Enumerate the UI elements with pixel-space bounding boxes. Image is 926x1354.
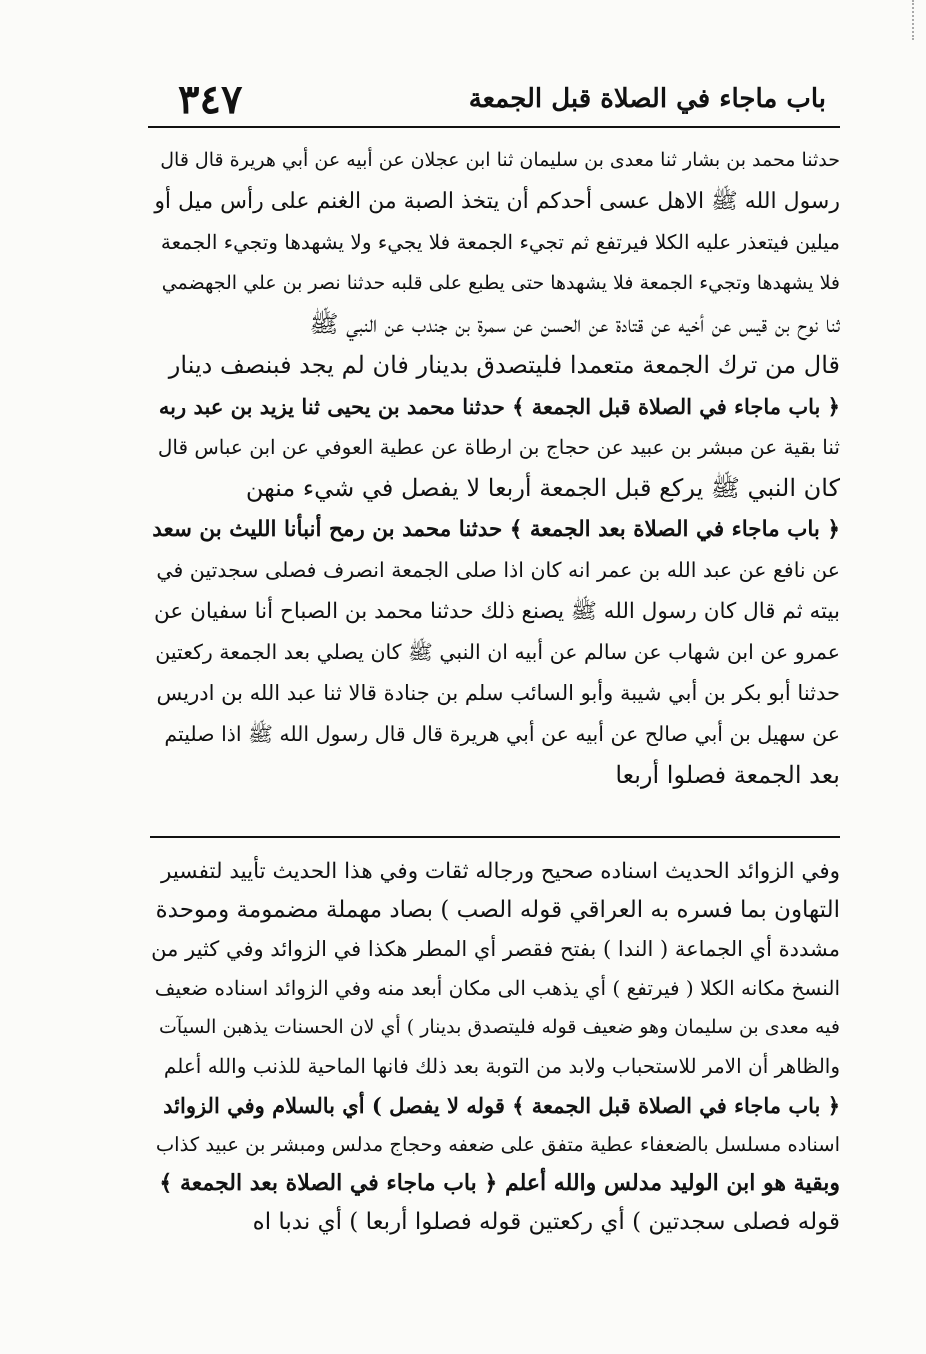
text-line: بيته ثم قال كان رسول الله ﷺ يصنع ذلك حدثنا محمد بن الصباح أنا سفيان عن (154, 599, 840, 624)
text-line: بعد الجمعة فصلوا أربعا (615, 761, 840, 789)
note-line: اسناده مسلسل بالضعفاء عطية متفق على ضعفه وحجاج مدلس ومبشر بن عبيد كذاب (155, 1133, 840, 1156)
note-line: قوله فصلى سجدتين ) أي ركعتين قوله فصلوا أربعا ) أي ندبا اه (252, 1209, 840, 1235)
note-line: مشددة أي الجماعة ( الندا ) بفتح فقصر أي المطر هكذا في الزوائد وفي كثير من (151, 937, 840, 961)
commentary-notes (150, 852, 840, 1242)
chapter-heading-line: ﴿ باب ماجاء في الصلاة بعد الجمعة ﴾ حدثنا محمد بن رمح أنبأنا الليث بن سعد (152, 517, 840, 542)
header-rule (148, 126, 840, 128)
text-line: ثنا بقية عن مبشر بن عبيد عن حجاج بن ارطاة عن عطية العوفي عن ابن عباس قال (157, 435, 840, 459)
footnote-rule (150, 836, 840, 838)
note-heading-line: ﴿ باب ماجاء في الصلاة قبل الجمعة ﴾ قوله لا يفصل ) أي بالسلام وفي الزوائد (163, 1093, 840, 1118)
hadith-text (150, 140, 840, 796)
text-line: ثنا نوح بن قيس عن أخيه عن قتادة عن الحسن عن سمرة بن جندب عن النبي ﷺ (309, 310, 840, 338)
note-line: النسخ مكانه الكلا ( فيرتفع ) أي يذهب الى مكان أبعد منه وفي الزوائد اسناده ضعيف (154, 976, 840, 1000)
text-line: قال من ترك الجمعة متعمدا فليتصدق بدينار فان لم يجد فبنصف دينار (168, 351, 840, 379)
page-number: ٣٤٧ (178, 76, 243, 123)
text-line: عن نافع عن عبد الله بن عمر انه كان اذا صلى الجمعة انصرف فصلى سجدتين في (156, 558, 840, 582)
note-line: والظاهر أن الامر للاستحباب ولابد من التوبة بعد ذلك فانها الماحية للذنب والله أعلم (163, 1054, 840, 1078)
text-line: حدثنا محمد بن بشار ثنا معدى بن سليمان ثنا ابن عجلان عن أبيه عن أبي هريرة قال قال (160, 149, 840, 171)
text-line: فلا يشهدها وتجيء الجمعة فلا يشهدها حتى يطبع على قلبه حدثنا نصر بن علي الجهضمي (161, 272, 840, 294)
text-line: ميلين فيتعذر عليه الكلا فيرتفع ثم تجيء الجمعة فلا يجيء ولا يشهدها وتجيء الجمعة (160, 230, 840, 254)
note-line: التهاون بما فسره به العراقي قوله الصب ) بصاد مهملة مضمومة وموحدة (155, 897, 840, 923)
running-header (148, 76, 840, 124)
note-line: فيه معدى بن سليمان وهو ضعيف قوله فليتصدق بدينار ) أي لان الحسنات يذهبن السيآت (159, 1016, 840, 1038)
header-title: باب ماجاء في الصلاة قبل الجمعة (468, 84, 826, 114)
text-line: عمرو عن ابن شهاب عن سالم عن أبيه ان النبي ﷺ كان يصلي بعد الجمعة ركعتين (155, 640, 840, 664)
text-line: كان النبي ﷺ يركع قبل الجمعة أربعا لا يفصل في شيء منهن (245, 474, 840, 502)
note-line: وفي الزوائد الحديث اسناده صحيح ورجاله ثقات وفي هذا الحديث تأييد لتفسير (161, 859, 840, 884)
note-heading-line: وبقية هو ابن الوليد مدلس والله أعلم ﴿ باب ماجاء في الصلاة بعد الجمعة ﴾ (159, 1170, 840, 1196)
text-line: عن سهيل بن أبي صالح عن أبيه عن أبي هريرة قال قال رسول الله ﷺ اذا صليتم (164, 722, 840, 746)
text-line: حدثنا أبو بكر بن أبي شيبة وأبو السائب سلم بن جنادة قالا ثنا عبد الله بن ادريس (156, 681, 840, 705)
text-line: رسول الله ﷺ الاهل عسى أحدكم أن يتخذ الصبة من الغنم على رأس ميل أو (154, 189, 840, 214)
chapter-heading-line: ﴿ باب ماجاء في الصلاة قبل الجمعة ﴾ حدثنا محمد بن يحيى ثنا يزيد بن عبد ربه (158, 394, 840, 419)
binding-edge-mark (912, 0, 914, 40)
